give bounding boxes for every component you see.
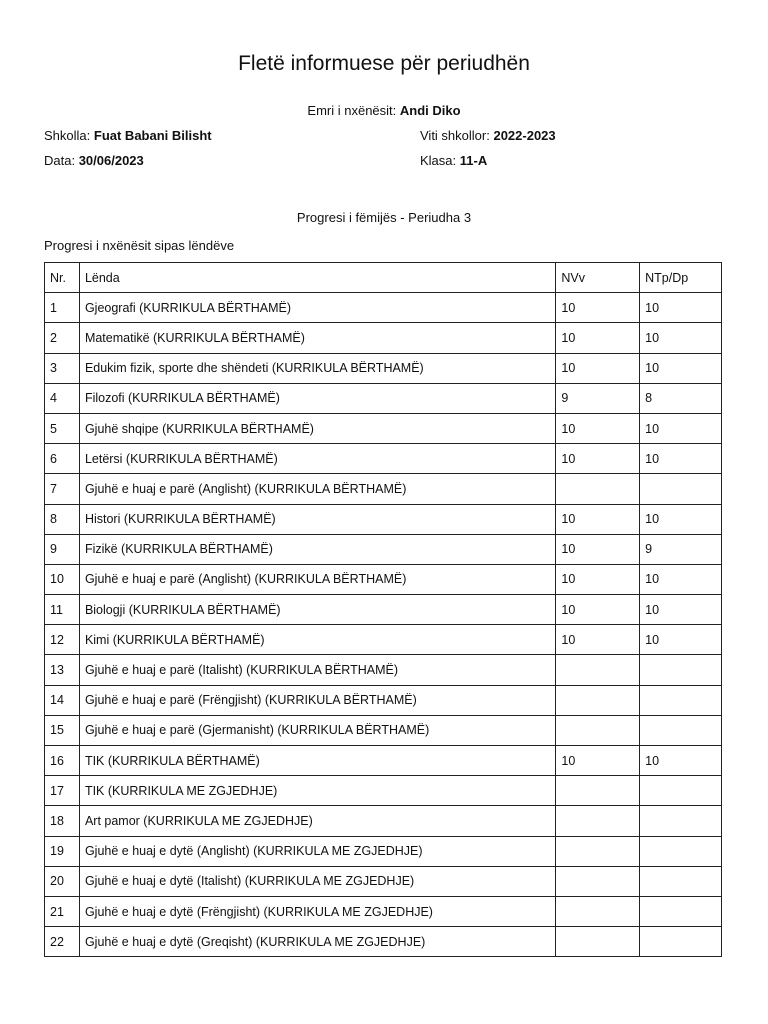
table-row [45, 444, 722, 474]
table-row [45, 323, 722, 353]
header-ntp: NTp/Dp [640, 263, 722, 293]
cell-nvv [556, 896, 640, 926]
cell-nvv [556, 776, 640, 806]
table-row [45, 655, 722, 685]
cell-nvv: 10 [556, 413, 640, 443]
cell-ntp: 9 [640, 534, 722, 564]
table-title: Progresi i nxënësit sipas lëndëve [44, 238, 235, 253]
cell-subject: Kimi (KURRIKULA BËRTHAMË) [79, 625, 555, 655]
cell-ntp [640, 685, 722, 715]
school-year-label: Viti shkollor: [420, 128, 490, 143]
cell-nvv: 9 [556, 383, 640, 413]
date-line [44, 153, 144, 168]
cell-subject: TIK (KURRIKULA BËRTHAMË) [79, 746, 555, 776]
table-row [45, 353, 722, 383]
cell-ntp [640, 836, 722, 866]
page-title: Fletë informuese për periudhën [238, 52, 530, 75]
cell-nr: 15 [45, 715, 80, 745]
table-row [45, 383, 722, 413]
cell-nr: 18 [45, 806, 80, 836]
school-year-line [420, 128, 556, 143]
cell-ntp: 10 [640, 564, 722, 594]
cell-subject: Matematikë (KURRIKULA BËRTHAMË) [79, 323, 555, 353]
cell-nvv [556, 866, 640, 896]
cell-nr: 13 [45, 655, 80, 685]
cell-subject: Gjuhë e huaj e parë (Gjermanisht) (KURRIKULA BËRTHAMË) [79, 715, 555, 745]
cell-subject: Gjuhë e huaj e parë (Frëngjisht) (KURRIKULA BËRTHAMË) [79, 685, 555, 715]
table-row [45, 293, 722, 323]
cell-nvv: 10 [556, 534, 640, 564]
cell-ntp: 8 [640, 383, 722, 413]
school-year-value: 2022-2023 [493, 128, 556, 143]
grades-table-body [45, 293, 722, 957]
table-row [45, 413, 722, 443]
table-row [45, 866, 722, 896]
student-name-value: Andi Diko [399, 103, 461, 118]
class-value: 11-A [459, 153, 488, 168]
cell-nvv [556, 715, 640, 745]
table-row [45, 715, 722, 745]
cell-subject: Gjuhë shqipe (KURRIKULA BËRTHAMË) [79, 413, 555, 443]
table-header-row [45, 263, 722, 293]
table-row [45, 474, 722, 504]
header-nr: Nr. [45, 263, 80, 293]
cell-subject: Letërsi (KURRIKULA BËRTHAMË) [79, 444, 555, 474]
cell-nr: 9 [45, 534, 80, 564]
cell-nr: 3 [45, 353, 80, 383]
table-row [45, 595, 722, 625]
cell-ntp: 10 [640, 444, 722, 474]
cell-nr: 8 [45, 504, 80, 534]
cell-nvv [556, 836, 640, 866]
table-row [45, 504, 722, 534]
cell-subject: Fizikë (KURRIKULA BËRTHAMË) [79, 534, 555, 564]
table-row [45, 776, 722, 806]
cell-nvv: 10 [556, 504, 640, 534]
cell-nvv: 10 [556, 293, 640, 323]
class-label: Klasa: [420, 153, 457, 168]
cell-nvv: 10 [556, 595, 640, 625]
cell-nvv: 10 [556, 444, 640, 474]
cell-nr: 12 [45, 625, 80, 655]
cell-nvv [556, 474, 640, 504]
table-row [45, 564, 722, 594]
cell-ntp: 10 [640, 746, 722, 776]
cell-nr: 10 [45, 564, 80, 594]
cell-nr: 6 [45, 444, 80, 474]
cell-nr: 17 [45, 776, 80, 806]
table-row [45, 625, 722, 655]
cell-subject: Gjuhë e huaj e parë (Anglisht) (KURRIKULA BËRTHAMË) [79, 564, 555, 594]
cell-ntp [640, 474, 722, 504]
cell-ntp [640, 776, 722, 806]
cell-nr: 21 [45, 896, 80, 926]
cell-subject: Gjuhë e huaj e parë (Anglisht) (KURRIKULA BËRTHAMË) [79, 474, 555, 504]
cell-nvv: 10 [556, 564, 640, 594]
cell-nr: 20 [45, 866, 80, 896]
cell-nr: 5 [45, 413, 80, 443]
cell-subject: Art pamor (KURRIKULA ME ZGJEDHJE) [79, 806, 555, 836]
cell-ntp [640, 806, 722, 836]
cell-nr: 4 [45, 383, 80, 413]
cell-nvv: 10 [556, 353, 640, 383]
cell-nr: 1 [45, 293, 80, 323]
school-label: Shkolla: [44, 128, 91, 143]
cell-nr: 14 [45, 685, 80, 715]
header-subject: Lënda [79, 263, 555, 293]
cell-subject: Histori (KURRIKULA BËRTHAMË) [79, 504, 555, 534]
cell-subject: TIK (KURRIKULA ME ZGJEDHJE) [79, 776, 555, 806]
grades-table [44, 262, 722, 957]
cell-subject: Gjuhë e huaj e parë (Italisht) (KURRIKULA BËRTHAMË) [79, 655, 555, 685]
cell-nr: 22 [45, 927, 80, 957]
cell-subject: Edukim fizik, sporte dhe shëndeti (KURRIKULA BËRTHAMË) [79, 353, 555, 383]
cell-nvv [556, 685, 640, 715]
cell-ntp: 10 [640, 595, 722, 625]
school-value: Fuat Babani Bilisht [93, 128, 212, 143]
cell-ntp [640, 927, 722, 957]
table-row [45, 806, 722, 836]
cell-nr: 16 [45, 746, 80, 776]
cell-ntp [640, 866, 722, 896]
cell-nr: 19 [45, 836, 80, 866]
cell-ntp: 10 [640, 625, 722, 655]
cell-ntp: 10 [640, 353, 722, 383]
school-line [44, 128, 212, 143]
cell-subject: Gjeografi (KURRIKULA BËRTHAMË) [79, 293, 555, 323]
cell-nr: 2 [45, 323, 80, 353]
table-row [45, 685, 722, 715]
date-value: 30/06/2023 [78, 153, 144, 168]
cell-ntp: 10 [640, 504, 722, 534]
cell-nvv: 10 [556, 625, 640, 655]
cell-ntp [640, 715, 722, 745]
student-name-label: Emri i nxënësit: [307, 103, 397, 118]
class-line [420, 153, 487, 168]
date-label: Data: [44, 153, 76, 168]
progress-period-title: Progresi i fëmijës - Periudha 3 [296, 210, 472, 225]
table-row [45, 746, 722, 776]
cell-nr: 11 [45, 595, 80, 625]
table-row [45, 534, 722, 564]
cell-nvv [556, 655, 640, 685]
cell-nr: 7 [45, 474, 80, 504]
cell-subject: Gjuhë e huaj e dytë (Greqisht) (KURRIKULA ME ZGJEDHJE) [79, 927, 555, 957]
cell-ntp [640, 896, 722, 926]
cell-subject: Gjuhë e huaj e dytë (Italisht) (KURRIKULA ME ZGJEDHJE) [79, 866, 555, 896]
table-row [45, 896, 722, 926]
cell-nvv [556, 927, 640, 957]
cell-subject: Biologji (KURRIKULA BËRTHAMË) [79, 595, 555, 625]
cell-nvv [556, 806, 640, 836]
cell-ntp [640, 655, 722, 685]
cell-nvv: 10 [556, 746, 640, 776]
cell-ntp: 10 [640, 293, 722, 323]
cell-subject: Filozofi (KURRIKULA BËRTHAMË) [79, 383, 555, 413]
student-name-line [0, 103, 768, 118]
cell-ntp: 10 [640, 323, 722, 353]
cell-nvv: 10 [556, 323, 640, 353]
cell-ntp: 10 [640, 413, 722, 443]
cell-subject: Gjuhë e huaj e dytë (Frëngjisht) (KURRIKULA ME ZGJEDHJE) [79, 896, 555, 926]
cell-subject: Gjuhë e huaj e dytë (Anglisht) (KURRIKULA ME ZGJEDHJE) [79, 836, 555, 866]
header-nvv: NVv [556, 263, 640, 293]
table-row [45, 836, 722, 866]
table-row [45, 927, 722, 957]
